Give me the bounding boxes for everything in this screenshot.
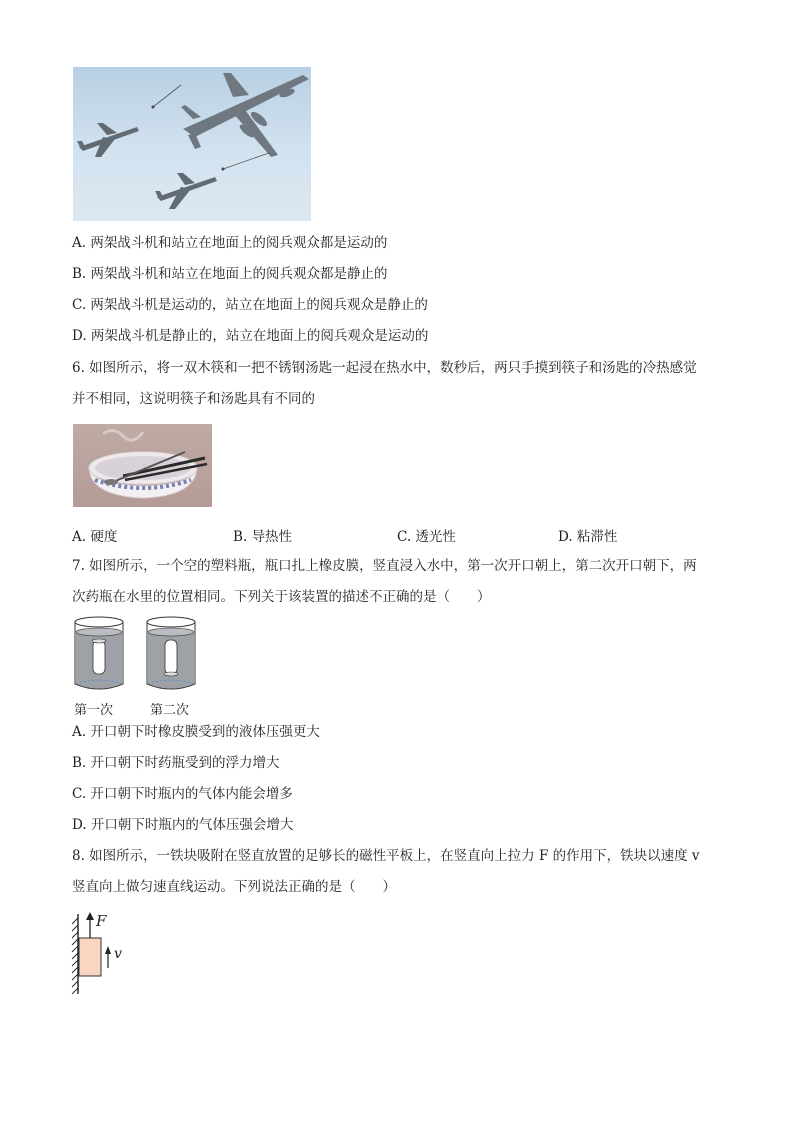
- q6-option-b: B. 导热性: [233, 529, 293, 545]
- beaker-first: [75, 617, 123, 689]
- q7-option-b: B. 开口朝下时药瓶受到的浮力增大: [72, 755, 280, 771]
- q6-stem-line1: 6. 如图所示，将一双木筷和一把不锈钢汤匙一起浸在热水中，数秒后，两只手摸到筷子和汤匙的冷热感觉: [72, 360, 697, 376]
- iron-block: [79, 938, 101, 976]
- aircraft-illustration: [73, 67, 311, 221]
- q6-option-d: D. 粘滞性: [558, 529, 618, 545]
- q5-option-a: A. 两架战斗机和站立在地面上的阅兵观众都是运动的: [72, 235, 388, 251]
- q7-stem-line2: 次药瓶在水里的位置相同。下列关于该装置的描述不正确的是（ ）: [72, 589, 491, 605]
- q6-stem-line2: 并不相同，这说明筷子和汤匙具有不同的: [72, 391, 315, 407]
- bowl-illustration: [73, 424, 212, 507]
- refueling-photo: [73, 67, 311, 221]
- q7-option-a: A. 开口朝下时橡皮膜受到的液体压强更大: [72, 724, 320, 740]
- q6-option-a: A. 硬度: [72, 529, 118, 545]
- bottle-experiment-figure: [72, 614, 202, 696]
- velocity-label-v: v: [114, 946, 122, 962]
- q5-option-c: C. 两架战斗机是运动的，站立在地面上的阅兵观众是静止的: [72, 297, 428, 313]
- q5-option-b: B. 两架战斗机和站立在地面上的阅兵观众都是静止的: [72, 266, 388, 282]
- caption-second: 第二次: [150, 703, 190, 718]
- q8-stem-line2: 竖直向上做匀速直线运动。下列说法正确的是（ ）: [72, 879, 396, 895]
- caption-first: 第一次: [74, 703, 114, 718]
- bowl-photo: [73, 424, 212, 507]
- q7-option-d: D. 开口朝下时瓶内的气体压强会增大: [72, 817, 294, 833]
- q6-option-c: C. 透光性: [397, 529, 456, 545]
- q7-stem-line1: 7. 如图所示，一个空的塑料瓶，瓶口扎上橡皮膜，竖直浸入水中，第一次开口朝上，第二次开口朝下，两: [72, 558, 697, 574]
- beaker-second: [147, 617, 195, 689]
- q5-option-d: D. 两架战斗机是静止的，站立在地面上的阅兵观众是运动的: [72, 328, 429, 344]
- force-label-F: F: [96, 912, 107, 930]
- q7-option-c: C. 开口朝下时瓶内的气体内能会增多: [72, 786, 293, 802]
- q8-stem-line1: 8. 如图所示，一铁块吸附在竖直放置的足够长的磁性平板上，在竖直向上拉力 F 的作用下，铁块以速度 v: [72, 848, 700, 864]
